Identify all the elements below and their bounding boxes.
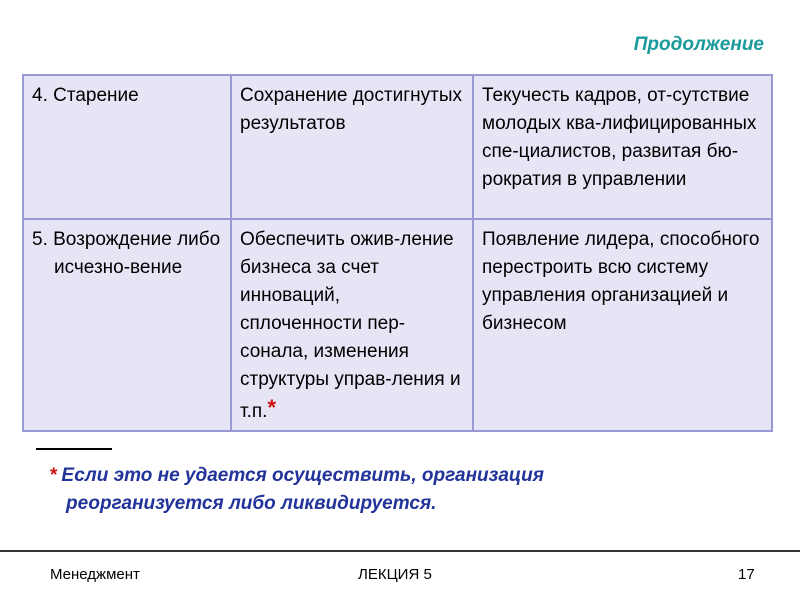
problems-text: Появление лидера, способного перестроить всю систему управления организацией и бизнесом [482, 229, 760, 334]
goal-cell [231, 75, 473, 219]
stage-text: 4. Старение [32, 85, 139, 106]
footnote-line-2: реорганизуется либо ликвидируется. [66, 493, 437, 514]
stage-cell [23, 219, 231, 431]
continuation-heading: Продолжение [633, 34, 764, 55]
goal-text: Обеспечить ожив-ление бизнеса за счет инноваций, сплоченности пер-сонала, изменения структуры управ-ления и т.п. [240, 229, 461, 422]
goal-text: Сохранение достигнутых результатов [240, 85, 462, 134]
footnote [50, 462, 690, 518]
footnote-marker: * [267, 395, 277, 420]
table-row [23, 75, 772, 219]
footer-divider [0, 550, 800, 552]
stages-table [22, 74, 773, 432]
goal-cell [231, 219, 473, 431]
footnote-line-1: Если это не удается осуществить, организация [61, 465, 544, 486]
table-row [23, 219, 772, 431]
footnote-separator [36, 448, 112, 450]
footnote-star: * [50, 465, 58, 486]
problems-text: Текучесть кадров, от-сутствие молодых ква-лифицированных спе-циалистов, развитая бю-рократия в управлении [482, 85, 757, 190]
page-number: 17 [738, 566, 755, 583]
stage-text: 5. Возрождение либо исчезно-вение [32, 229, 221, 278]
footer-course: Менеджмент [50, 566, 140, 583]
footer-lecture: ЛЕКЦИЯ 5 [358, 566, 432, 583]
problems-cell [473, 219, 772, 431]
stage-cell [23, 75, 231, 219]
problems-cell [473, 75, 772, 219]
